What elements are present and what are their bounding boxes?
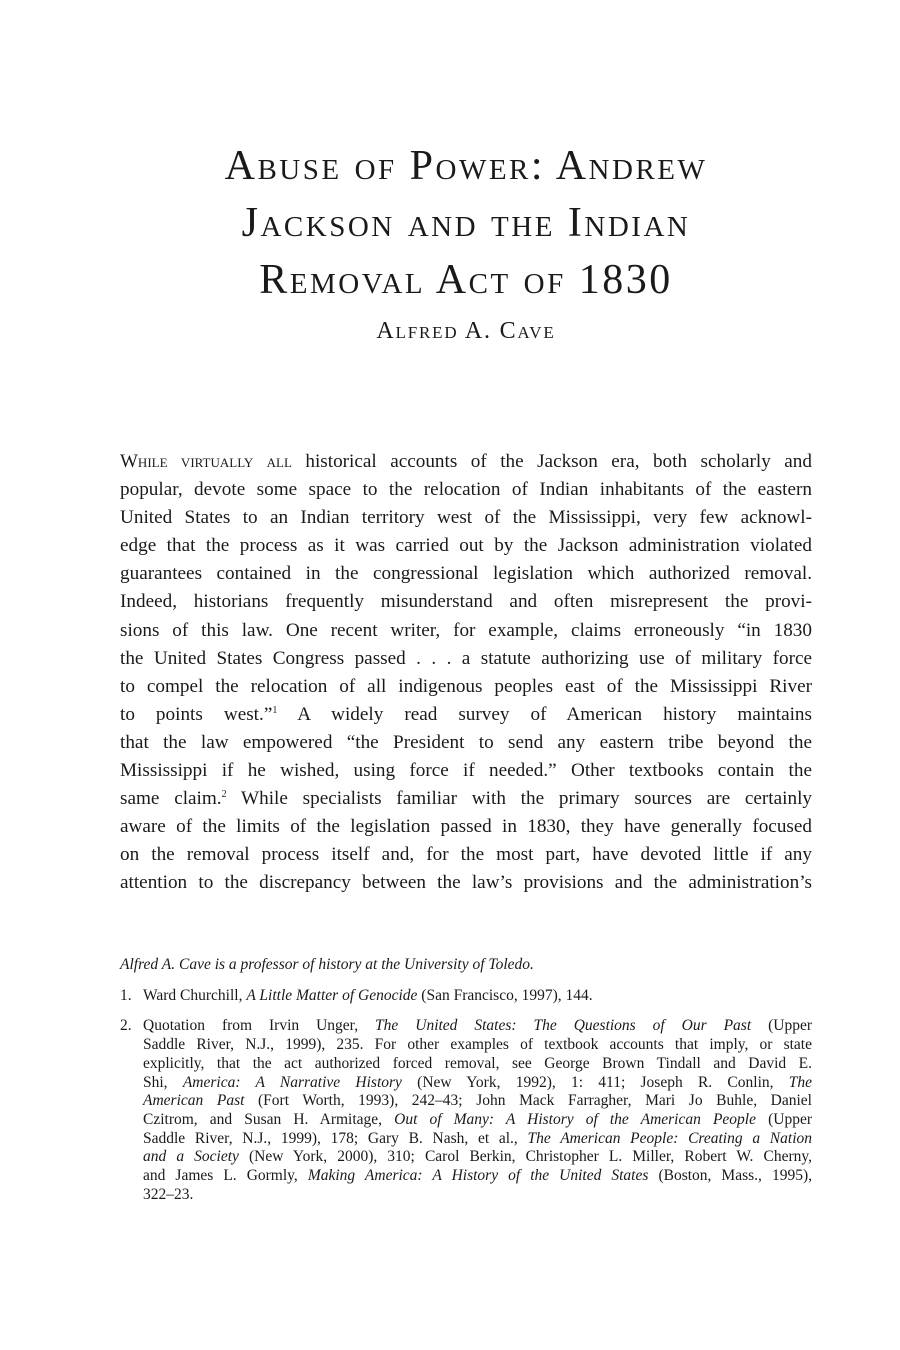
body-line: edge that the process as it was carried out by the Jackson administration violated	[120, 535, 812, 557]
author-affiliation-note: Alfred A. Cave is a professor of history at the University of Toledo.	[120, 956, 534, 973]
cited-title: A Little Matter of Genocide	[246, 986, 418, 1004]
article-title-line-3: Removal Act of 1830	[259, 257, 673, 303]
footnote-line: and a Society (New York, 2000), 310; Carol Berkin, Christopher L. Miller, Robert W. Cherny,	[143, 1148, 812, 1166]
footnote-number: 2.	[120, 1017, 132, 1035]
cited-title: Making America: A History of the United States	[307, 1167, 649, 1185]
footnote-line: 322–23.	[143, 1185, 194, 1203]
cited-title: The	[788, 1073, 813, 1091]
article-title-line-2: Jackson and the Indian	[241, 200, 691, 246]
body-line: attention to the discrepancy between the law’s provisions and the administration’s	[120, 872, 812, 894]
footnote-text: Ward Churchill, A Little Matter of Genocide (San Francisco, 1997), 144.	[143, 986, 593, 1004]
footnote-line: explicitly, that the act authorized forced removal, see George Brown Tindall and David E.	[143, 1054, 812, 1072]
article-title-line-1: Abuse of Power: Andrew	[224, 143, 708, 189]
body-line: same claim.$^2$ While specialists familiar with the primary sources are certainly	[120, 788, 812, 810]
body-line: on the removal process itself and, for the most part, have devoted little if any	[120, 844, 812, 866]
footnote-text	[143, 1017, 812, 1204]
cited-title: and a Society	[143, 1148, 239, 1166]
footnote-2	[120, 1017, 812, 1204]
body-line: to compel the relocation of all indigenous peoples east of the Mississippi River	[120, 675, 812, 697]
article-author: Alfred A. Cave	[376, 318, 556, 344]
article-body	[120, 448, 812, 898]
footnote-line: Shi, America: A Narrative History (New York, 1992), 1: 411; Joseph R. Conlin, The	[143, 1073, 813, 1091]
body-line: popular, devote some space to the relocation of Indian inhabitants of the eastern	[120, 479, 812, 501]
body-line: guarantees contained in the congressional legislation which authorized removal.	[120, 563, 812, 585]
article-header	[0, 138, 900, 351]
body-line: aware of the limits of the legislation passed in 1830, they have generally focused	[120, 816, 812, 838]
footnote-number: 1.	[120, 986, 132, 1004]
body-line: sions of this law. One recent writer, for example, claims erroneously “in 1830	[120, 619, 812, 641]
footnote-line: Saddle River, N.J., 1999), 178; Gary B. Nash, et al., The American People: Creating a Nation	[143, 1129, 812, 1147]
body-line: Mississippi if he wished, using force if needed.” Other textbooks contain the	[120, 760, 812, 782]
footnote-ref-2[interactable]: 2	[221, 789, 227, 801]
body-line: Indeed, historians frequently misunderstand and often misrepresent the provi-	[120, 591, 812, 613]
cited-title: Out of Many: A History of the American People	[394, 1110, 756, 1128]
body-line: that the law empowered “the President to send any eastern tribe beyond the	[120, 731, 812, 753]
body-line: the United States Congress passed . . . a statute authorizing use of military force	[120, 647, 812, 669]
cited-title: America: A Narrative History	[182, 1073, 402, 1091]
cited-title: The American People: Creating a Nation	[527, 1129, 812, 1147]
lead-in-small-caps: While virtually all	[120, 451, 292, 472]
footnote-1	[120, 987, 812, 1006]
body-line: While virtually all historical accounts of the Jackson era, both scholarly and	[120, 451, 812, 472]
footnotes-section	[120, 956, 812, 1216]
footnote-line: and James L. Gormly, Making America: A History of the United States (Boston, Mass., 1995),	[143, 1167, 812, 1185]
footnote-line: Quotation from Irvin Unger, The United States: The Questions of Our Past (Upper	[143, 1017, 813, 1035]
footnote-ref-1[interactable]: 1	[272, 704, 278, 716]
cited-title: American Past	[143, 1092, 245, 1110]
body-line: United States to an Indian territory west of the Mississippi, very few acknowl-	[120, 507, 812, 529]
footnote-line: American Past (Fort Worth, 1993), 242–43; John Mack Farragher, Mari Jo Buhle, Daniel	[143, 1092, 812, 1110]
cited-title: The United States: The Questions of Our Past	[375, 1017, 752, 1035]
footnote-line: Saddle River, N.J., 1999), 235. For other examples of textbook accounts that imply, or state	[143, 1036, 812, 1054]
body-line: to points west.”$^1$ A widely read survey of American history maintains	[120, 703, 812, 725]
footnote-line: Czitrom, and Susan H. Armitage, Out of Many: A History of the American People (Upper	[143, 1110, 812, 1128]
